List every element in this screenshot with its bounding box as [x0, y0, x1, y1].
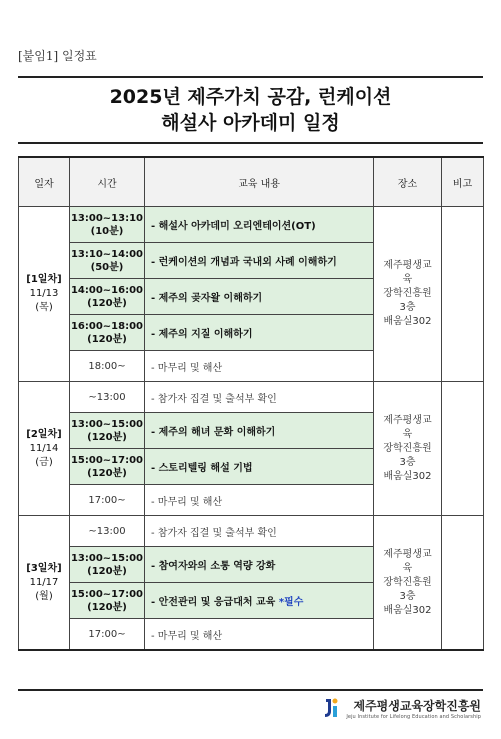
time-duration: (50분) — [90, 261, 124, 273]
header-date: 일자 — [19, 157, 70, 207]
time-duration: (120분) — [87, 601, 127, 613]
content-cell — [145, 279, 374, 315]
header-place: 장소 — [374, 157, 442, 207]
place-line: 제주평생교 — [383, 548, 432, 560]
time-range: 13:10~14:00 — [70, 248, 144, 260]
time-cell — [70, 619, 145, 651]
day-date-cell — [19, 516, 70, 651]
time-cell — [70, 485, 145, 516]
place-line: 육 — [402, 428, 413, 440]
content-text: - 마무리 및 해산 — [151, 630, 223, 642]
content-text: - 참가자 집결 및 출석부 확인 — [151, 527, 277, 539]
title-box — [18, 76, 483, 144]
schedule-table — [18, 156, 484, 651]
note-cell — [442, 207, 484, 382]
place-line: 배움실302 — [383, 470, 432, 482]
day-date: 11/14 — [29, 442, 59, 454]
place-line: 3층 — [399, 590, 416, 602]
time-cell — [70, 382, 145, 413]
content-cell — [145, 382, 374, 413]
content-text: - 제주의 지질 이해하기 — [151, 329, 253, 340]
content-cell — [145, 583, 374, 619]
content-cell — [145, 619, 374, 651]
content-cell — [145, 315, 374, 351]
org-name: 제주평생교육장학진흥원 — [353, 699, 481, 713]
day-date: 11/13 — [29, 288, 59, 299]
time-cell — [70, 351, 145, 382]
content-cell — [145, 516, 374, 547]
header-content: 교육 내용 — [145, 157, 374, 207]
note-cell — [442, 382, 484, 516]
content-text: - 스토리텔링 해설 기법 — [151, 463, 253, 474]
place-line: 육 — [402, 562, 413, 574]
table-row — [19, 207, 484, 243]
day-label: [1일차] — [26, 274, 62, 285]
time-duration: (120분) — [87, 467, 127, 479]
place-cell — [374, 516, 442, 651]
day-weekday: (월) — [35, 590, 53, 602]
time-range: 17:00~ — [88, 628, 126, 640]
time-cell — [70, 243, 145, 279]
time-cell — [70, 279, 145, 315]
header-time: 시간 — [70, 157, 145, 207]
header-note: 비고 — [442, 157, 484, 207]
time-cell — [70, 547, 145, 583]
content-text: - 안전관리 및 응급대처 교육 — [151, 597, 276, 608]
day-date: 11/17 — [29, 576, 59, 588]
time-range: 13:00~13:10 — [70, 212, 144, 224]
time-range: 15:00~17:00 — [70, 454, 144, 466]
time-cell — [70, 413, 145, 449]
content-cell — [145, 207, 374, 243]
time-range: 18:00~ — [88, 360, 126, 372]
time-cell — [70, 207, 145, 243]
day-date-cell — [19, 382, 70, 516]
place-cell — [374, 382, 442, 516]
time-range: ~13:00 — [88, 391, 126, 403]
time-cell — [70, 583, 145, 619]
time-duration: (120분) — [87, 431, 127, 443]
required-badge: *필수 — [278, 597, 304, 608]
day-date-cell — [19, 207, 70, 382]
day-label: [3일차] — [26, 562, 62, 574]
page-title-line2: 해설사 아카데미 일정 — [161, 112, 340, 134]
content-cell — [145, 413, 374, 449]
time-duration: (120분) — [87, 333, 127, 345]
content-text: - 마무리 및 해산 — [151, 362, 223, 374]
table-row — [19, 516, 484, 547]
place-cell — [374, 207, 442, 382]
content-cell — [145, 243, 374, 279]
time-range: 14:00~16:00 — [70, 284, 144, 296]
place-line: 3층 — [399, 302, 416, 313]
time-range: 15:00~17:00 — [70, 588, 144, 600]
content-cell — [145, 547, 374, 583]
time-cell — [70, 449, 145, 485]
content-text: - 제주의 해녀 문화 이해하기 — [151, 427, 276, 438]
bottom-divider — [18, 689, 483, 691]
attachment-label: [붙임1] 일정표 — [18, 49, 97, 63]
place-line: 배움실302 — [383, 316, 432, 327]
time-range: 13:00~15:00 — [70, 552, 144, 564]
table-row — [19, 382, 484, 413]
content-text: - 마무리 및 해산 — [151, 496, 223, 508]
time-cell — [70, 315, 145, 351]
content-text: - 해설사 아카데미 오리엔테이션(OT) — [151, 221, 316, 232]
content-cell — [145, 351, 374, 382]
day-label: [2일차] — [26, 428, 62, 440]
page-title-line1: 2025년 제주가치 공감, 런케이션 — [109, 86, 392, 108]
place-line: 장학진흥원 — [383, 288, 432, 299]
org-subtitle: Jeju Institute for Lifelong Education and Scholarship — [346, 714, 481, 720]
place-line: 제주평생교 — [383, 414, 432, 426]
institute-logo-icon — [322, 697, 340, 719]
time-duration: (10분) — [90, 225, 124, 237]
schedule-body — [19, 207, 484, 651]
place-line: 제주평생교 — [383, 260, 432, 271]
table-header-row — [19, 157, 484, 207]
content-text: - 런케이션의 개념과 국내외 사례 이해하기 — [151, 257, 337, 268]
content-cell — [145, 485, 374, 516]
content-text: - 참여자와의 소통 역량 강화 — [151, 561, 276, 572]
time-cell — [70, 516, 145, 547]
time-range: ~13:00 — [88, 525, 126, 537]
place-line: 육 — [402, 274, 413, 285]
time-duration: (120분) — [87, 297, 127, 309]
place-line: 배움실302 — [383, 604, 432, 616]
footer-organization — [346, 697, 481, 720]
content-text: - 제주의 곶자왈 이해하기 — [151, 293, 263, 304]
note-cell — [442, 516, 484, 651]
content-text: - 참가자 집결 및 출석부 확인 — [151, 393, 277, 405]
content-cell — [145, 449, 374, 485]
day-weekday: (금) — [35, 456, 53, 468]
time-range: 17:00~ — [88, 494, 126, 506]
time-range: 13:00~15:00 — [70, 418, 144, 430]
place-line: 장학진흥원 — [383, 442, 432, 454]
place-line: 장학진흥원 — [383, 576, 432, 588]
time-duration: (120분) — [87, 565, 127, 577]
place-line: 3층 — [399, 456, 416, 468]
time-range: 16:00~18:00 — [70, 320, 144, 332]
day-weekday: (목) — [35, 302, 53, 313]
